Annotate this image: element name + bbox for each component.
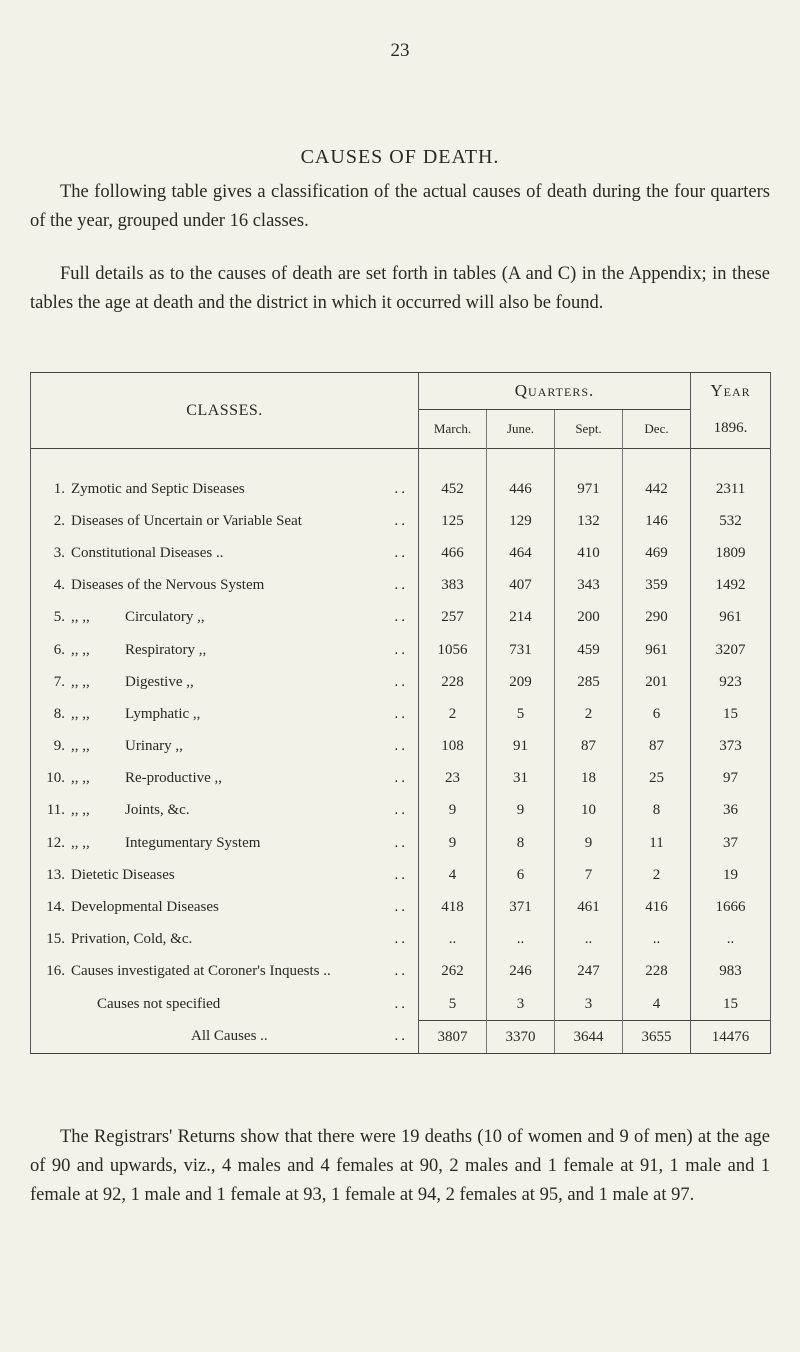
- table-row: [31, 731, 771, 763]
- year-value: 15: [691, 988, 771, 1021]
- sept-value: 200: [555, 602, 623, 634]
- class-cell: [31, 891, 419, 923]
- sept-value: 10: [555, 795, 623, 827]
- year-value: 3207: [691, 634, 771, 666]
- sept-value: 461: [555, 891, 623, 923]
- march-header: March.: [419, 410, 487, 449]
- total-label-cell: [31, 1021, 419, 1054]
- dec-value: 359: [623, 570, 691, 602]
- class-name: Re-productive ,,: [125, 770, 223, 787]
- june-header: June.: [487, 410, 555, 449]
- leader-dots: ..: [394, 834, 408, 851]
- dec-value: 228: [623, 956, 691, 988]
- ditto-mark: ,, ,,: [71, 609, 90, 626]
- dec-value: 8: [623, 795, 691, 827]
- class-cell: [31, 859, 419, 891]
- class-number: 5.: [53, 609, 65, 626]
- leader-dots: ..: [394, 480, 408, 497]
- class-number: 11.: [46, 802, 65, 819]
- dec-value: 11: [623, 827, 691, 859]
- leader-dots: ..: [394, 931, 408, 948]
- classes-header: CLASSES.: [31, 373, 419, 449]
- year-value-header: 1896.: [691, 410, 771, 449]
- total-sept-value: 3644: [555, 1021, 623, 1054]
- march-value: 466: [419, 537, 487, 569]
- table-row: [31, 634, 771, 666]
- june-value: 246: [487, 956, 555, 988]
- sept-value: 87: [555, 731, 623, 763]
- year-value: 19: [691, 859, 771, 891]
- leader-dots: ..: [394, 641, 408, 658]
- leader-dots: ..: [394, 705, 408, 722]
- total-year-value: 14476: [691, 1021, 771, 1054]
- class-cell: [31, 956, 419, 988]
- class-cell: [31, 602, 419, 634]
- class-number: 8.: [53, 705, 65, 722]
- sept-value: 3: [555, 988, 623, 1021]
- class-cell: [31, 924, 419, 956]
- table-row: [31, 570, 771, 602]
- leader-dots: ..: [394, 866, 408, 883]
- year-value: 15: [691, 698, 771, 730]
- class-cell: [31, 827, 419, 859]
- march-value: 2: [419, 698, 487, 730]
- dec-value: 25: [623, 763, 691, 795]
- sept-value: 7: [555, 859, 623, 891]
- table-row: [31, 602, 771, 634]
- dec-value: 469: [623, 537, 691, 569]
- leader-dots: ..: [394, 609, 408, 626]
- year-value: 97: [691, 763, 771, 795]
- class-number: 9.: [53, 738, 65, 755]
- class-number: 16.: [46, 963, 65, 980]
- total-march-value: 3807: [419, 1021, 487, 1054]
- march-value: 4: [419, 859, 487, 891]
- class-cell: [31, 634, 419, 666]
- class-name: Digestive ,,: [125, 673, 194, 690]
- june-value: 91: [487, 731, 555, 763]
- class-name: Diseases of the Nervous System: [71, 577, 265, 594]
- march-value: 418: [419, 891, 487, 923]
- total-dec-value: 3655: [623, 1021, 691, 1054]
- march-value: 9: [419, 795, 487, 827]
- class-name: Circulatory ,,: [125, 609, 205, 626]
- year-value: 983: [691, 956, 771, 988]
- march-value: 9: [419, 827, 487, 859]
- june-value: 8: [487, 827, 555, 859]
- year-value: 1492: [691, 570, 771, 602]
- quarters-header: Quarters.: [419, 373, 691, 410]
- year-value: 36: [691, 795, 771, 827]
- june-value: 209: [487, 666, 555, 698]
- sept-value: 2: [555, 698, 623, 730]
- class-cell: [31, 698, 419, 730]
- year-value: 532: [691, 505, 771, 537]
- sept-value: ..: [555, 924, 623, 956]
- dec-value: 201: [623, 666, 691, 698]
- class-name: Zymotic and Septic Diseases: [71, 480, 245, 497]
- table-row: [31, 988, 771, 1021]
- table-row: [31, 473, 771, 505]
- dec-header: Dec.: [623, 410, 691, 449]
- year-value: 2311: [691, 473, 771, 505]
- june-value: 407: [487, 570, 555, 602]
- june-value: 3: [487, 988, 555, 1021]
- table-row: [31, 763, 771, 795]
- june-value: 446: [487, 473, 555, 505]
- march-value: 228: [419, 666, 487, 698]
- dec-value: 6: [623, 698, 691, 730]
- march-value: 262: [419, 956, 487, 988]
- class-name: Causes not specified: [97, 995, 221, 1012]
- sept-value: 343: [555, 570, 623, 602]
- year-value: 1809: [691, 537, 771, 569]
- table-row: [31, 537, 771, 569]
- page-title: CAUSES OF DEATH.: [300, 146, 500, 168]
- leader-dots: ..: [394, 673, 408, 690]
- class-number: 7.: [53, 673, 65, 690]
- march-value: 23: [419, 763, 487, 795]
- dec-value: 146: [623, 505, 691, 537]
- class-number: 3.: [53, 544, 65, 561]
- total-june-value: 3370: [487, 1021, 555, 1054]
- march-value: 1056: [419, 634, 487, 666]
- class-name: Developmental Diseases: [71, 899, 219, 916]
- year-header: Year: [691, 373, 771, 410]
- year-value: ..: [691, 924, 771, 956]
- sept-value: 971: [555, 473, 623, 505]
- year-value: 37: [691, 827, 771, 859]
- footnote-paragraph: The Registrars' Returns show that there were 19 deaths (10 of women and 9 of men) at the age of 90 and upwards, viz., 4 males and 4 females at 90, 2 males and 1 female at 91, 1 male and 1 female at 92, 1 male and 1 female at 93, 1 female at 94, 2 females at 95, and 1 male at 97.: [30, 1127, 770, 1205]
- march-value: 5: [419, 988, 487, 1021]
- class-name: Joints, &c.: [125, 802, 190, 819]
- june-value: 6: [487, 859, 555, 891]
- leader-dots: ..: [394, 770, 408, 787]
- class-name: Diseases of Uncertain or Variable Seat: [71, 512, 302, 529]
- ditto-mark: ,, ,,: [71, 738, 90, 755]
- march-value: 383: [419, 570, 487, 602]
- class-cell: [31, 731, 419, 763]
- page-number: 23: [390, 40, 410, 61]
- year-value: 1666: [691, 891, 771, 923]
- class-cell: [31, 537, 419, 569]
- year-value: 923: [691, 666, 771, 698]
- table-row: [31, 795, 771, 827]
- june-value: 5: [487, 698, 555, 730]
- dec-value: 4: [623, 988, 691, 1021]
- sept-value: 9: [555, 827, 623, 859]
- class-number: 13.: [46, 866, 65, 883]
- ditto-mark: ,, ,,: [71, 641, 90, 658]
- march-value: 452: [419, 473, 487, 505]
- leader-dots: ..: [394, 995, 408, 1012]
- total-row: [31, 1021, 771, 1054]
- class-name: Lymphatic ,,: [125, 705, 201, 722]
- leader-dots: ..: [394, 899, 408, 916]
- leader-dots: ..: [394, 544, 408, 561]
- ditto-mark: ,, ,,: [71, 705, 90, 722]
- march-value: 125: [419, 505, 487, 537]
- class-name: Respiratory ,,: [125, 641, 207, 658]
- class-number: 1.: [53, 480, 65, 497]
- intro-paragraph-1: The following table gives a classification of the actual causes of death during the four quarters of the year, grouped under 16 classes.: [30, 182, 770, 231]
- ditto-mark: ,, ,,: [71, 770, 90, 787]
- class-cell: [31, 763, 419, 795]
- march-value: 257: [419, 602, 487, 634]
- sept-value: 459: [555, 634, 623, 666]
- june-value: 464: [487, 537, 555, 569]
- class-cell: [31, 473, 419, 505]
- ditto-mark: ,, ,,: [71, 673, 90, 690]
- class-number: 15.: [46, 931, 65, 948]
- table-row: [31, 666, 771, 698]
- leader-dots: ..: [394, 802, 408, 819]
- ditto-mark: ,, ,,: [71, 802, 90, 819]
- class-name: Privation, Cold, &c.: [71, 931, 193, 948]
- june-value: 9: [487, 795, 555, 827]
- june-value: ..: [487, 924, 555, 956]
- leader-dots: ..: [394, 963, 408, 980]
- class-number: 10.: [46, 770, 65, 787]
- sept-header: Sept.: [555, 410, 623, 449]
- sept-value: 18: [555, 763, 623, 795]
- causes-table: [30, 372, 770, 1097]
- march-value: 108: [419, 731, 487, 763]
- class-name: Urinary ,,: [125, 738, 183, 755]
- june-value: 214: [487, 602, 555, 634]
- year-value: 961: [691, 602, 771, 634]
- class-cell: [31, 505, 419, 537]
- table-row: [31, 859, 771, 891]
- leader-dots: ..: [394, 577, 408, 594]
- total-label: All Causes ..: [191, 1028, 268, 1045]
- table-row: [31, 698, 771, 730]
- leader-dots: ..: [394, 1028, 408, 1045]
- class-number: 4.: [53, 577, 65, 594]
- ditto-mark: ,, ,,: [71, 834, 90, 851]
- class-number: 2.: [53, 512, 65, 529]
- dec-value: 290: [623, 602, 691, 634]
- table-row: [31, 505, 771, 537]
- sept-value: 410: [555, 537, 623, 569]
- class-name: Integumentary System: [125, 834, 261, 851]
- year-value: 373: [691, 731, 771, 763]
- march-value: ..: [419, 924, 487, 956]
- class-cell: [31, 666, 419, 698]
- dec-value: 961: [623, 634, 691, 666]
- dec-value: 2: [623, 859, 691, 891]
- table-row: [31, 956, 771, 988]
- june-value: 371: [487, 891, 555, 923]
- table-row: [31, 827, 771, 859]
- sept-value: 285: [555, 666, 623, 698]
- class-name: Dietetic Diseases: [71, 866, 175, 883]
- class-number: 14.: [46, 899, 65, 916]
- sept-value: 132: [555, 505, 623, 537]
- june-value: 31: [487, 763, 555, 795]
- table-row: [31, 924, 771, 956]
- table-row: [31, 891, 771, 923]
- class-cell: [31, 988, 419, 1021]
- intro-paragraph-2: Full details as to the causes of death are set forth in tables (A and C) in the Appendix; in these tables the age at death and the district in which it occurred will also be found.: [30, 264, 770, 313]
- class-name: Constitutional Diseases ..: [71, 544, 224, 561]
- sept-value: 247: [555, 956, 623, 988]
- dec-value: 87: [623, 731, 691, 763]
- dec-value: 442: [623, 473, 691, 505]
- class-cell: [31, 570, 419, 602]
- leader-dots: ..: [394, 738, 408, 755]
- class-cell: [31, 795, 419, 827]
- dec-value: ..: [623, 924, 691, 956]
- june-value: 129: [487, 505, 555, 537]
- june-value: 731: [487, 634, 555, 666]
- class-number: 6.: [53, 641, 65, 658]
- class-number: 12.: [46, 834, 65, 851]
- class-name: Causes investigated at Coroner's Inquests ..: [71, 963, 331, 980]
- dec-value: 416: [623, 891, 691, 923]
- leader-dots: ..: [394, 512, 408, 529]
